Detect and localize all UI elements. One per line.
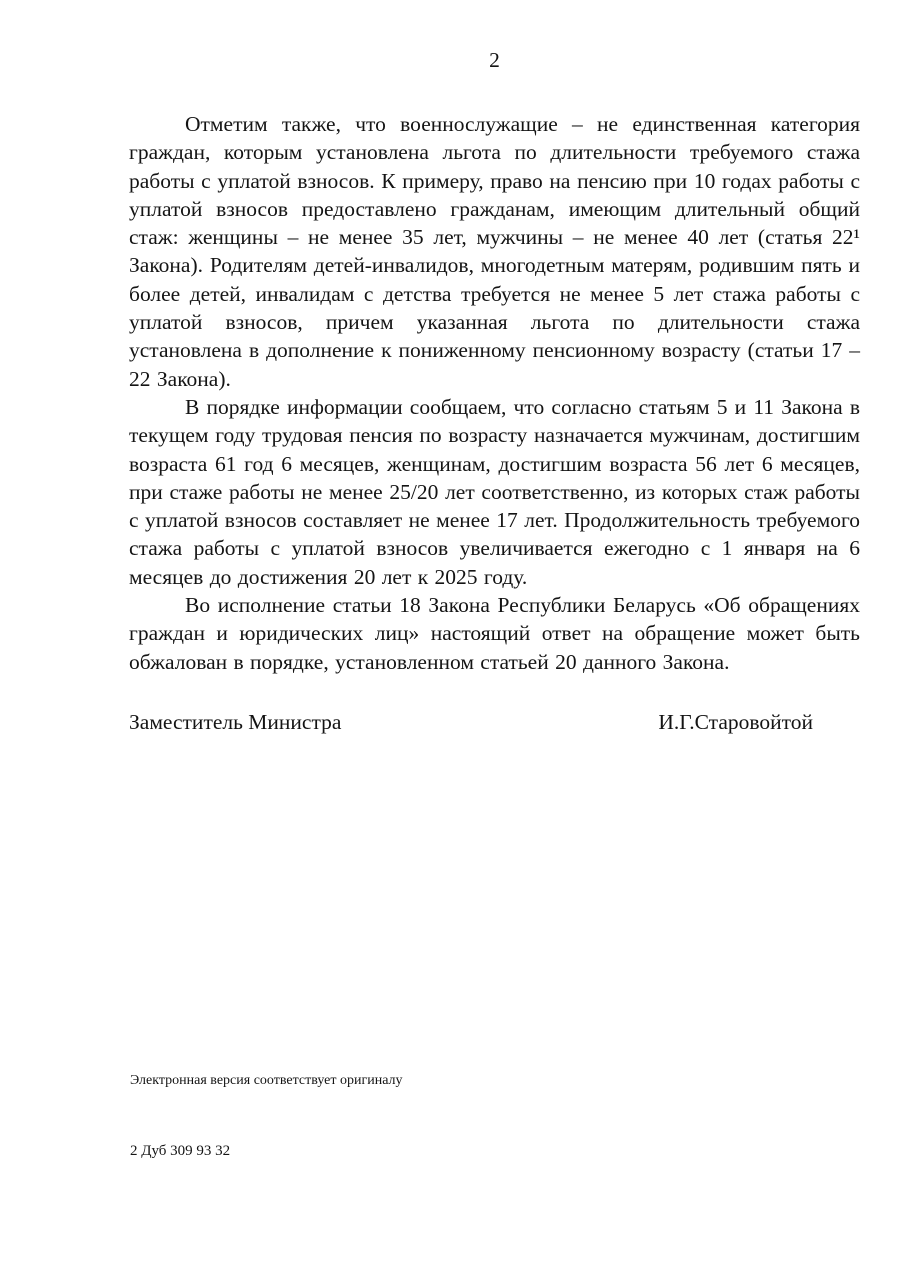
- electronic-version-note: Электронная версия соответствует оригиналу: [130, 1073, 403, 1088]
- signature-block: [129, 708, 860, 736]
- signature-title: Заместитель Министра: [129, 709, 342, 734]
- document-body: [129, 110, 860, 736]
- executor-reference-code: 2 Дуб 309 93 32: [130, 1143, 231, 1159]
- page-number: 2: [489, 48, 500, 72]
- paragraph-contribution-benefits: Отметим также, что военнослужащие – не единственная категория граждан, которым установлена льгота по длительности требуемого стажа работы с уплатой взносов. К примеру, право на пенсию при 10 годах работы с уплатой взносов предоставлено гражданам, имеющим длительный общий стаж: женщины – не менее 35 лет, мужчины – не менее 40 лет (статья 22¹ Закона). Родителям детей-инвалидов, многодетным матерям, родившим пять и более детей, инвалидам с детства требуется не менее 5 лет стажа работы с уплатой взносов, причем указанная льгота по длительности стажа установлена в дополнение к пониженному пенсионному возрасту (статьи 17 – 22 Закона).: [129, 112, 860, 391]
- paragraph-pension-age-info: В порядке информации сообщаем, что согласно статьям 5 и 11 Закона в текущем году трудовая пенсия по возрасту назначается мужчинам, достигшим возраста 61 год 6 месяцев, женщинам, достигшим возраста 56 лет 6 месяцев, при стаже работы не менее 25/20 лет соответственно, из которых стаж работы с уплатой взносов составляет не менее 17 лет. Продолжительность требуемого стажа работы с уплатой взносов увеличивается ежегодно с 1 января на 6 месяцев до достижения 20 лет к 2025 году.: [129, 394, 860, 589]
- signature-name: И.Г.Старовойтой: [658, 709, 813, 734]
- paragraph-appeal-procedure: Во исполнение статьи 18 Закона Республики Беларусь «Об обращениях граждан и юридических лиц» настоящий ответ на обращение может быть обжалован в порядке, установленном статьей 20 данного Закона.: [129, 593, 860, 674]
